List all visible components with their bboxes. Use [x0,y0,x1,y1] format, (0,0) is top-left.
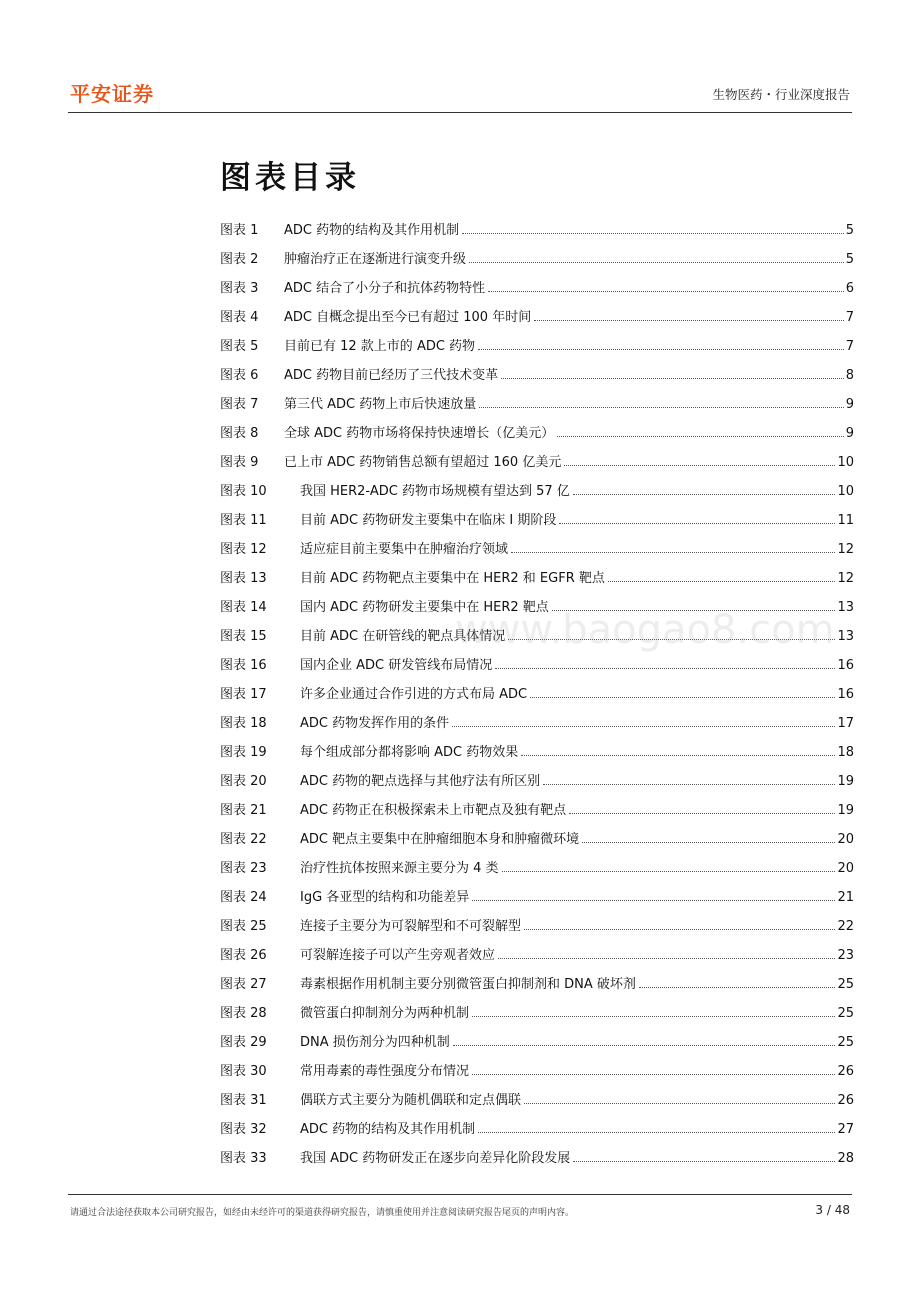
toc-entry-number: 图表 25 [220,919,267,934]
toc-entry-page: 21 [837,890,854,905]
toc-entry[interactable] [220,1089,854,1118]
toc-leader-dots [608,581,836,582]
toc-entry[interactable] [220,1002,854,1031]
company-logo: 平安证券 [70,82,154,106]
toc-entry-title: 已上市 ADC 药物销售总额有望超过 160 亿美元 [284,455,562,470]
toc-entry-page: 5 [845,223,854,238]
toc-leader-dots [552,610,836,611]
toc-entry-title: ADC 药物的结构及其作用机制 [300,1122,476,1137]
toc-entry-title: ADC 靶点主要集中在肿瘤细胞本身和肿瘤微环境 [300,832,580,847]
toc-entry-number: 图表 12 [220,542,267,557]
disclaimer-note: 请通过合法途径获取本公司研究报告，如经由未经许可的渠道获得研究报告，请慎重使用并注意阅读研究报告尾页的声明内容。 [70,1208,575,1218]
toc-entry-page: 13 [837,600,854,615]
toc-leader-dots [502,871,836,872]
toc-entry[interactable] [220,654,854,683]
toc-entry-page: 28 [837,1151,854,1166]
toc-entry[interactable] [220,857,854,886]
toc-entry-number: 图表 30 [220,1064,267,1079]
toc-leader-dots [508,639,835,640]
toc-leader-dots [495,668,835,669]
toc-entry-number: 图表 26 [220,948,267,963]
toc-entry-page: 7 [845,339,854,354]
toc-entry-page: 12 [837,542,854,557]
toc-entry[interactable] [220,1060,854,1089]
toc-entry-number: 图表 17 [220,687,267,702]
toc-entry-title: IgG 各亚型的结构和功能差异 [300,890,470,905]
toc-entry-title: 可裂解连接子可以产生旁观者效应 [300,948,496,963]
toc-entry-title: ADC 自概念提出至今已有超过 100 年时间 [284,310,532,325]
toc-entry-number: 图表 4 [220,310,259,325]
toc-leader-dots [488,291,844,292]
toc-entry-number: 图表 10 [220,484,267,499]
toc-entry[interactable] [220,335,854,364]
toc-entry-title: 第三代 ADC 药物上市后快速放量 [284,397,477,412]
toc-leader-dots [573,1161,835,1162]
toc-entry[interactable] [220,277,854,306]
toc-entry-page: 8 [845,368,854,383]
toc-entry-number: 图表 22 [220,832,267,847]
toc-entry-page: 20 [837,832,854,847]
toc-entry-number: 图表 8 [220,426,259,441]
toc-entry-title: ADC 药物正在积极探索未上市靶点及独有靶点 [300,803,567,818]
toc-entry-page: 10 [837,455,854,470]
toc-entry-page: 9 [845,426,854,441]
toc-leader-dots [524,929,835,930]
toc-leader-dots [524,1103,835,1104]
toc-entry-title: ADC 药物发挥作用的条件 [300,716,450,731]
toc-entry[interactable] [220,712,854,741]
toc-leader-dots [478,349,844,350]
toc-entry-number: 图表 24 [220,890,267,905]
toc-entry-number: 图表 27 [220,977,267,992]
toc-entry-title: 全球 ADC 药物市场将保持快速增长（亿美元） [284,426,555,441]
toc-leader-dots [569,813,835,814]
toc-entry-number: 图表 14 [220,600,267,615]
toc-entry-title: 国内 ADC 药物研发主要集中在 HER2 靶点 [300,600,549,615]
toc-leader-dots [521,755,835,756]
toc-entry-title: 我国 HER2-ADC 药物市场规模有望达到 57 亿 [300,484,570,499]
toc-entry[interactable] [220,741,854,770]
toc-leader-dots [530,697,835,698]
toc-entry[interactable] [220,219,854,248]
toc-entry[interactable] [220,1118,854,1147]
toc-entry[interactable] [220,509,854,538]
toc-entry-number: 图表 3 [220,281,259,296]
toc-entry-title: 适应症目前主要集中在肿瘤治疗领域 [300,542,509,557]
toc-entry-number: 图表 33 [220,1151,267,1166]
toc-leader-dots [478,1132,835,1133]
toc-entry-number: 图表 7 [220,397,259,412]
toc-entry-page: 18 [837,745,854,760]
toc-leader-dots [469,262,844,263]
toc-entry[interactable] [220,944,854,973]
toc-entry-page: 17 [837,716,854,731]
toc-leader-dots [573,494,836,495]
toc-entry-page: 7 [845,310,854,325]
toc-entry-title: 连接子主要分为可裂解型和不可裂解型 [300,919,522,934]
toc-entry[interactable] [220,973,854,1002]
toc-entry-title: 许多企业通过合作引进的方式布局 ADC [300,687,528,702]
toc-entry-number: 图表 29 [220,1035,267,1050]
toc-entry-page: 22 [837,919,854,934]
toc-leader-dots [453,1045,836,1046]
toc-entry[interactable] [220,567,854,596]
toc-entry-number: 图表 19 [220,745,267,760]
toc-entry[interactable] [220,480,854,509]
toc-entry[interactable] [220,915,854,944]
toc-entry-title: 目前 ADC 在研管线的靶点具体情况 [300,629,506,644]
toc-entry-page: 27 [837,1122,854,1137]
toc-leader-dots [639,987,836,988]
toc-entry-title: 目前 ADC 药物靶点主要集中在 HER2 和 EGFR 靶点 [300,571,605,586]
toc-entry-page: 26 [837,1064,854,1079]
toc-leader-dots [501,378,844,379]
page-header [68,76,852,113]
watermark: www.baogao8.com [455,607,835,653]
toc-entry-page: 25 [837,1006,854,1021]
toc-entry[interactable] [220,393,854,422]
toc-entry[interactable] [220,828,854,857]
toc-entry-title: 毒素根据作用机制主要分别微管蛋白抑制剂和 DNA 破坏剂 [300,977,636,992]
toc-entry-number: 图表 9 [220,455,259,470]
toc-entry-page: 13 [837,629,854,644]
toc-entry-title: 目前已有 12 款上市的 ADC 药物 [284,339,476,354]
toc-entry-number: 图表 16 [220,658,267,673]
toc-leader-dots [472,1016,835,1017]
toc-entry-number: 图表 20 [220,774,267,789]
toc-entry-title: 肿瘤治疗正在逐渐进行演变升级 [284,252,467,267]
toc-entry[interactable] [220,596,854,625]
toc-entry-page: 16 [837,687,854,702]
page-number: 3 / 48 [815,1203,850,1217]
toc-leader-dots [511,552,835,553]
toc-entry-title: ADC 药物目前已经历了三代技术变革 [284,368,499,383]
toc-entry-page: 26 [837,1093,854,1108]
toc-entry-number: 图表 31 [220,1093,267,1108]
toc-leader-dots [559,523,835,524]
toc-entry[interactable] [220,683,854,712]
toc-entry-page: 11 [837,513,854,528]
toc-entry[interactable] [220,248,854,277]
toc-entry-title: 常用毒素的毒性强度分布情况 [300,1064,470,1079]
toc-entry-title: 治疗性抗体按照来源主要分为 4 类 [300,861,499,876]
toc-entry[interactable] [220,538,854,567]
toc-entry-number: 图表 23 [220,861,267,876]
toc-entry-page: 23 [837,948,854,963]
toc-entry-title: 我国 ADC 药物研发正在逐步向差异化阶段发展 [300,1151,571,1166]
toc-entry-title: 微管蛋白抑制剂分为两种机制 [300,1006,470,1021]
toc-entry-number: 图表 1 [220,223,259,238]
toc-leader-dots [582,842,835,843]
toc-entry-title: 国内企业 ADC 研发管线布局情况 [300,658,493,673]
toc-entry-title: 偶联方式主要分为随机偶联和定点偶联 [300,1093,522,1108]
toc-entry[interactable] [220,306,854,335]
toc-entry[interactable] [220,1147,854,1176]
toc-entry-number: 图表 11 [220,513,267,528]
toc-leader-dots [472,900,835,901]
toc-entry-page: 20 [837,861,854,876]
page-footer [68,1194,852,1218]
toc-entry-page: 25 [837,1035,854,1050]
toc-entry-number: 图表 2 [220,252,259,267]
toc-entry[interactable] [220,451,854,480]
toc-entry-title: 目前 ADC 药物研发主要集中在临床 I 期阶段 [300,513,557,528]
toc-entry-title: ADC 药物的靶点选择与其他疗法有所区别 [300,774,541,789]
table-of-figures [220,219,854,1176]
toc-leader-dots [472,1074,835,1075]
toc-leader-dots [462,233,844,234]
toc-entry-page: 5 [845,252,854,267]
toc-entry[interactable] [220,625,854,654]
toc-entry-number: 图表 28 [220,1006,267,1021]
toc-leader-dots [479,407,843,408]
toc-entry[interactable] [220,422,854,451]
toc-entry-page: 25 [837,977,854,992]
toc-entry-number: 图表 13 [220,571,267,586]
toc-entry-page: 12 [837,571,854,586]
toc-entry[interactable] [220,1031,854,1060]
toc-entry-number: 图表 6 [220,368,259,383]
toc-entry-number: 图表 5 [220,339,259,354]
report-category: 生物医药・行业深度报告 [712,87,850,102]
toc-leader-dots [557,436,843,437]
toc-entry-title: 每个组成部分都将影响 ADC 药物效果 [300,745,519,760]
toc-entry[interactable] [220,364,854,393]
toc-entry[interactable] [220,770,854,799]
toc-entry-number: 图表 21 [220,803,267,818]
toc-leader-dots [452,726,835,727]
toc-entry-title: DNA 损伤剂分为四种机制 [300,1035,450,1050]
toc-entry-page: 19 [837,774,854,789]
toc-entry-page: 9 [845,397,854,412]
toc-leader-dots [543,784,835,785]
page-title: 图表目录 [220,160,360,196]
toc-leader-dots [498,958,835,959]
toc-entry-number: 图表 15 [220,629,267,644]
toc-leader-dots [534,320,844,321]
toc-entry-page: 10 [837,484,854,499]
toc-entry-number: 图表 18 [220,716,267,731]
toc-entry-page: 16 [837,658,854,673]
toc-entry-title: ADC 结合了小分子和抗体药物特性 [284,281,486,296]
toc-entry[interactable] [220,799,854,828]
toc-entry-title: ADC 药物的结构及其作用机制 [284,223,460,238]
toc-entry-page: 6 [845,281,854,296]
toc-entry-number: 图表 32 [220,1122,267,1137]
toc-leader-dots [564,465,835,466]
toc-entry[interactable] [220,886,854,915]
toc-entry-page: 19 [837,803,854,818]
